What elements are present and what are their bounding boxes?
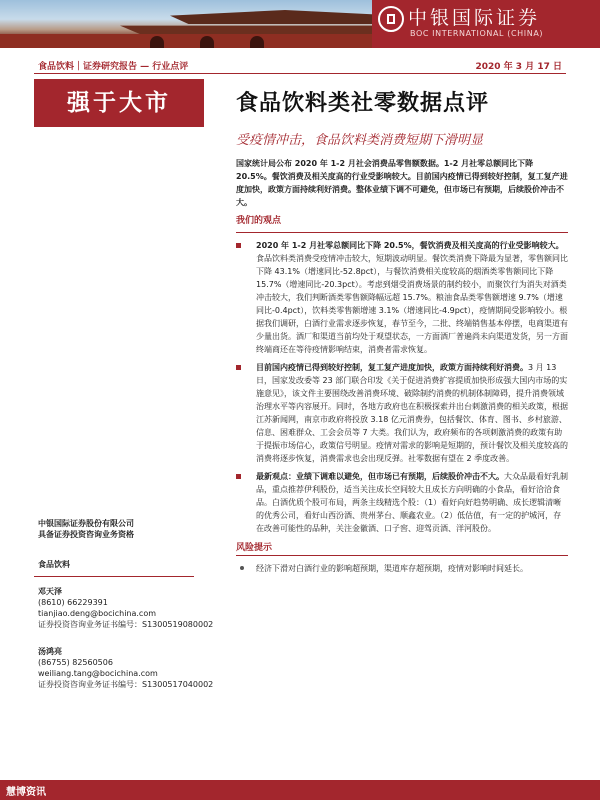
footer-bar bbox=[0, 780, 600, 800]
risk-text: 经济下滑对白酒行业的影响超预期，渠道库存超预期，疫情对影响时间延长。 bbox=[256, 564, 528, 573]
bullet-square-icon bbox=[236, 365, 241, 370]
company-name: 中银国际证券股份有限公司 bbox=[38, 519, 134, 528]
company-logo bbox=[372, 0, 600, 48]
analyst-name: 邓天泽 bbox=[38, 587, 62, 596]
risk-heading: 风险提示 bbox=[236, 543, 273, 553]
bullet-body: 食品饮料类消费受疫情冲击较大，短期波动明显。餐饮类消费下降最为显著，零售额同比下降 43.1%（增速同比-52.8pct），与餐饮消费相关度较高的烟酒类零售额同比下降 15.7%（增速同比-20.3pct）。考虑到烟受消费场景的制约较小，而聚饮行为消失对酒类冲击较大，我们判断酒类零售额降幅远超 15.7%。粮油食品类零售额增速 9.7%（增速同比-0.4pct），饮料类零售额增速 3.1%（增速同比-4.9pct），疫情期间受影响较小。根据我们调研，白酒行业需求逐步恢复，春节至今，二批、终端销售基本停摆，电商渠道有少量出货。酒厂和渠道当前均处于观望状态，一方面酒厂普遍尚未向渠道发货，另一方面终端商还在等待疫情影响结束，消费者需求恢复。 bbox=[256, 254, 568, 354]
palace-roof-upper bbox=[170, 10, 400, 24]
analyst-email[interactable]: weiliang.tang@bocichina.com bbox=[38, 669, 158, 678]
bullet-square-icon bbox=[236, 243, 241, 248]
logo-english-name: BOC INTERNATIONAL (CHINA) bbox=[410, 29, 544, 38]
report-subtitle: 受疫情冲击，食品饮料类消费短期下滑明显 bbox=[236, 133, 484, 148]
views-divider bbox=[236, 232, 568, 233]
analyst-license: 证券投资咨询业务证书编号：S1300519080002 bbox=[38, 620, 214, 629]
bullet-headline: 2020 年 1-2 月社零总额同比下降 20.5%，餐饮消费及相关度高的行业受影响较大。 bbox=[256, 241, 564, 250]
analyst-phone: (86755) 82560506 bbox=[38, 658, 113, 667]
analyst-block bbox=[38, 586, 213, 630]
bullet-square-icon bbox=[236, 474, 241, 479]
analyst-phone: (8610) 66229391 bbox=[38, 598, 108, 607]
views-heading: 我们的观点 bbox=[236, 216, 282, 226]
footer-watermark: 慧博资讯 bbox=[6, 787, 46, 798]
bullet-body: 大众品最看好乳制品，重点推荐伊利股份，适当关注成长空间较大且成长方向明确的小食品，看好洽洽食品。白酒优质个股可布局，两条主线精选个股：（1）看好向好趋势明确、成长逻辑清晰的优秀公司，看好山西汾酒、贵州茅台、顺鑫农业。（2）低估值，有一定的护城河，存在改善可能性的品种，关注金徽酒、口子窖、迎驾贡酒、洋河股份。 bbox=[256, 472, 568, 533]
summary-paragraph: 国家统计局公布 2020 年 1-2 月社会消费品零售额数据。1-2 月社零总额同比下降 20.5%。餐饮消费及相关度高的行业受影响较大。目前国内疫情已得到较好控制，复工复产进度加快，政策方面持续利好消费。整体业绩下调不可避免，但市场已有预期，后续股价冲击不大。 bbox=[236, 159, 568, 207]
report-date: 2020 年 3 月 17 日 bbox=[475, 62, 562, 72]
analyst-name: 汤鸿亮 bbox=[38, 647, 62, 656]
view-bullet bbox=[236, 361, 568, 465]
palace-gate bbox=[250, 36, 264, 48]
view-bullet bbox=[236, 470, 568, 535]
logo-chinese-name: 中银国际证券 bbox=[408, 7, 541, 29]
bank-logo-icon bbox=[378, 6, 404, 32]
bullet-dot-icon bbox=[240, 566, 244, 570]
bullet-headline: 目前国内疫情已得到较好控制，复工复产进度加快，政策方面持续利好消费。 bbox=[256, 363, 528, 372]
palace-gate bbox=[150, 36, 164, 48]
analyst-email[interactable]: tianjiao.deng@bocichina.com bbox=[38, 609, 157, 618]
report-category: 食品饮料｜证券研究报告 — 行业点评 bbox=[38, 62, 189, 72]
company-qualification: 具备证券投资咨询业务资格 bbox=[38, 530, 134, 539]
header-divider bbox=[34, 73, 566, 74]
risk-divider bbox=[236, 555, 568, 556]
risk-bullet bbox=[236, 562, 568, 575]
left-divider bbox=[34, 576, 194, 577]
palace-gate bbox=[200, 36, 214, 48]
analyst-block bbox=[38, 646, 213, 690]
analyst-license: 证券投资咨询业务证书编号：S1300517040002 bbox=[38, 680, 214, 689]
view-bullet bbox=[236, 239, 568, 356]
header-banner bbox=[0, 0, 600, 48]
main-content bbox=[236, 157, 568, 580]
bullet-headline: 最新观点：业绩下调难以避免，但市场已有预期，后续股价冲击不大。 bbox=[256, 472, 504, 481]
rating-badge: 强于大市 bbox=[34, 79, 204, 127]
sector-name: 食品饮料 bbox=[38, 560, 70, 569]
sector-label bbox=[38, 559, 70, 570]
bullet-body: 3 月 13 日，国家发改委等 23 部门联合印发《关于促进消费扩容提质加快形成强大国内市场的实施意见》，该文件主要围绕改善消费环境、破除制约消费的机制体制障碍，提升消费领域治理水平等内容展开。同时，各地方政府也在积极探索并出台刺激消费的相关政策，根据江苏新闻网，南京市政府将投放 3.18 亿元消费券，包括餐饮、体育、图书、乡村旅游、信息、困难群众、工会会员等 7 大类。我们认为，政府频布的各项刺激消费的政策有助于提振市场信心，政策信号明显。疫情对需求的影响是短期的，预计餐饮及相关度较高的消费将逐步恢复，消费需求也会出现反弹。社零数据有望在 2 季度改善。 bbox=[256, 363, 568, 463]
publisher-info bbox=[38, 518, 134, 540]
report-title: 食品饮料类社零数据点评 bbox=[236, 90, 490, 116]
